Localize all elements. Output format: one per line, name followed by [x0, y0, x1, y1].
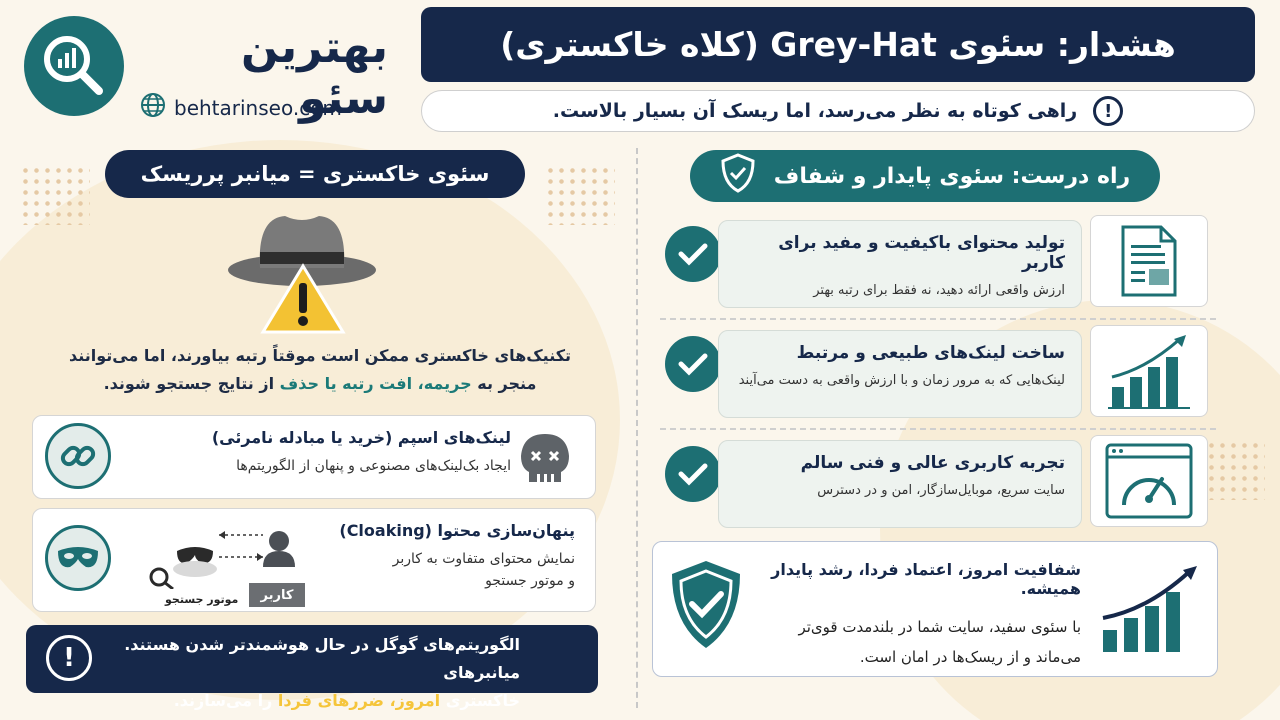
summary-title: شفافیت امروز، اعتماد فردا، رشد پایدار همیشه. — [771, 560, 1081, 598]
column-divider — [636, 148, 638, 708]
ux-technical-desc: سایت سریع، موبایل‌سازگار، امن و در دسترس — [817, 483, 1065, 498]
left-warning-box — [26, 625, 598, 710]
left-section-title: سئوی خاکستری = میانبر پرریسک — [105, 150, 525, 198]
brand-url[interactable] — [140, 92, 342, 123]
cloaking-title: پنهان‌سازی محتوا (Cloaking) — [339, 521, 575, 540]
natural-links-title: ساخت لینک‌های طبیعی و مرتبط — [796, 343, 1065, 363]
summary-line1: با سئوی سفید، سایت شما در بلندمدت قوی‌تر — [798, 618, 1081, 636]
summary-line2: می‌ماند و از ریسک‌ها در امان است. — [859, 648, 1081, 666]
quality-content-card — [718, 220, 1082, 308]
check-icon — [665, 336, 721, 392]
globe-icon — [140, 92, 166, 123]
left-warning-line2 — [46, 687, 520, 715]
quality-content-title: تولید محتوای باکیفیت و مفید برای کاربر — [778, 233, 1065, 273]
dot-pattern — [20, 165, 90, 225]
page-title: هشدار: سئوی Grey-Hat (کلاه خاکستری) — [421, 7, 1255, 82]
item-separator — [660, 318, 1216, 320]
user-label: کاربر — [249, 583, 305, 607]
left-description-line1: تکنیک‌های خاکستری ممکن است موقتاً رتبه بیاورند، اما می‌توانند — [68, 346, 572, 365]
subtitle-text: راهی کوتاه به نظر می‌رسد، اما ریسک آن بسیار بالاست. — [552, 100, 1078, 122]
brand-block — [18, 10, 398, 130]
cloaking-diagram — [129, 519, 309, 607]
skull-icon — [515, 430, 575, 492]
cloaking-desc-line1: نمایش محتوای متفاوت به کاربر — [392, 551, 575, 567]
exclamation-icon: ! — [1093, 96, 1123, 126]
analytics-magnifier-icon — [24, 16, 124, 116]
desc-text: از نتایج جستجو شوند. — [103, 374, 275, 393]
warning-highlight: امروز، ضررهای فردا — [277, 691, 441, 710]
quality-content-desc: ارزش واقعی ارائه دهید، نه فقط برای رتبه بهتر — [813, 283, 1065, 298]
desc-text: منجر به — [477, 374, 537, 393]
brand-name: بهترین سئو — [240, 22, 388, 124]
document-icon — [1090, 215, 1208, 307]
item-separator — [660, 428, 1216, 430]
check-icon — [665, 446, 721, 502]
warning-circle-icon: ! — [46, 635, 92, 681]
growth-chart-icon — [1097, 560, 1207, 660]
natural-links-card — [718, 330, 1082, 418]
spam-links-title: لینک‌های اسپم (خرید یا مبادله نامرئی) — [211, 428, 511, 447]
dot-pattern — [545, 165, 615, 225]
mask-icon — [45, 525, 111, 591]
cloaking-desc-line2: و موتور جستجو — [485, 573, 575, 589]
left-description — [40, 342, 600, 398]
sustainable-summary-box — [652, 541, 1218, 677]
left-description-line2 — [40, 370, 600, 398]
check-icon — [665, 226, 721, 282]
ux-technical-title: تجربه کاربری عالی و فنی سالم — [800, 453, 1065, 473]
shield-check-icon — [667, 558, 745, 656]
desc-highlight: جریمه، افت رتبه یا حذف — [279, 374, 472, 393]
spam-links-desc: ایجاد بک‌لینک‌های مصنوعی و پنهان از الگوریتم‌ها — [236, 458, 511, 474]
growth-chart-icon — [1090, 325, 1208, 417]
shield-check-icon — [720, 153, 756, 199]
chain-link-icon — [45, 423, 111, 489]
natural-links-desc: لینک‌هایی که به مرور زمان و با ارزش واقعی به دست می‌آیند — [738, 373, 1065, 388]
grey-hat-warning-icon — [225, 208, 380, 338]
warning-text: را می‌سازند. — [173, 691, 273, 710]
brand-url-text: behtarinseo.com — [174, 95, 342, 120]
cloaking-desc — [339, 548, 575, 592]
cloaking-arrows — [129, 519, 309, 589]
speed-gauge-icon — [1090, 435, 1208, 527]
cloaking-card — [32, 508, 596, 612]
right-section-title — [690, 150, 1160, 202]
summary-desc — [741, 612, 1081, 672]
left-warning-line1: الگوریتم‌های گوگل در حال هوشمندتر شدن هستند. میانبرهای — [124, 635, 520, 682]
right-title-text: راه درست: سئوی پایدار و شفاف — [773, 163, 1131, 189]
warning-text: خاکستری — [445, 691, 520, 710]
ux-technical-card — [718, 440, 1082, 528]
search-engine-label: موتور جستجو — [165, 593, 239, 606]
subtitle-bar — [421, 90, 1255, 132]
spam-links-card — [32, 415, 596, 499]
